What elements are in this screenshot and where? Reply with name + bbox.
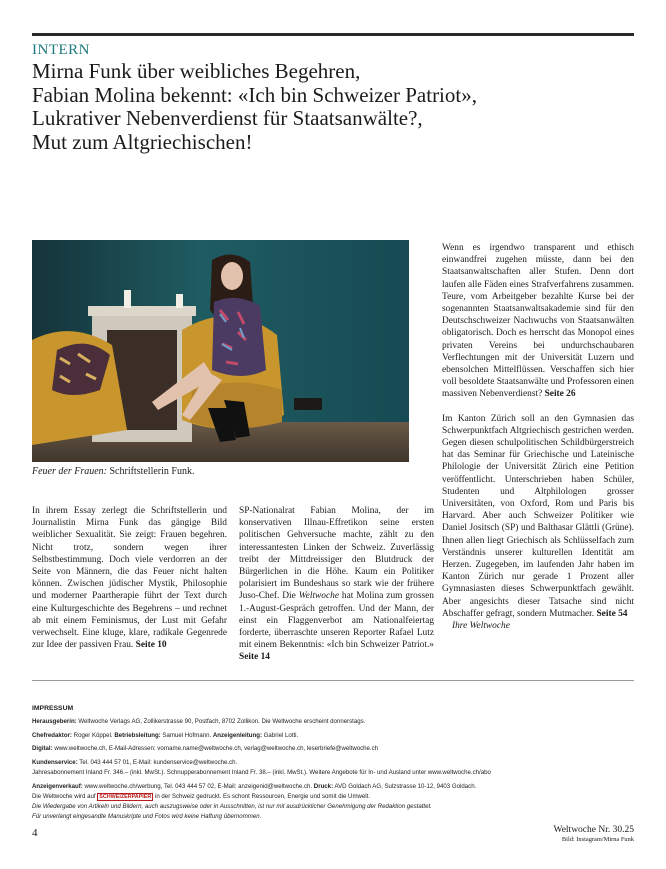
impressum-text: Die Weltwoche wird auf (32, 792, 98, 800)
headline (32, 60, 632, 154)
issue-number: Weltwoche Nr. 30.25 (553, 825, 634, 835)
impressum-line (32, 812, 634, 822)
photo-caption (32, 466, 194, 477)
body-text: In ihrem Essay zerlegt die Schriftstellerin und Journalistin Mirna Funk das gängige Bild weiblicher Sexualität. Sie zeigt: Frauen begehren. Nicht trotz, sondern wegen ihrer Selbstbestimmung. Doch viele verdorren an der Seite von Männern, die das Feuer nicht halten können. Zwischen jüdischer Mystik, Philosophie und moderner Paartherapie führt der Text durch eine Kulturgeschichte des Begehrens – und rechnet ab mit einem Feminismus, der Lust mit Gefahr verwechselt. Eine kluge, klare, radikale Gegenrede zur Idee der passiven Frau. (32, 506, 227, 651)
body-text: hat Molina zum grossen 1.-August-Gespräch getroffen. Und der Mann, der einst ein Flaggenverbot am Nationalfeiertag forderte, überraschte unseren Reporter Rafael Lutz mit einem Bekenntnis: «Ich bin Schweizer Patriot.» (239, 591, 434, 651)
impressum (32, 704, 634, 822)
headline-line: Lukrativer Nebenverdienst für Staatsanwälte?, (32, 106, 423, 130)
headline-line: Fabian Molina bekennt: «Ich bin Schweizer Patriot», (32, 82, 477, 107)
page-number: 4 (32, 827, 38, 839)
impressum-line (32, 744, 634, 754)
impressum-text: Roger Köppel. (71, 731, 115, 739)
impressum-label: Herausgeberin: (32, 717, 77, 725)
signoff: Ihre Weltwoche (452, 621, 510, 632)
impressum-text: in der Schweiz gedruckt. Es schont Ressourcen, Energie und somit die Umwelt. (153, 792, 371, 800)
impressum-line (32, 717, 634, 727)
schweizerpapier-logo: SCHWEIZERPAPIER (99, 793, 152, 800)
article-column-funk (32, 505, 227, 651)
column-text (32, 505, 227, 651)
article-column-molina (239, 505, 434, 664)
body-text: Im Kanton Zürich soll an den Gymnasien das Schwerpunktfach Altgriechisch gestrichen werden. Gegen diesen schulpolitischen Schildbürgerstreich hat das Seminar für Griechische und Lateinische Philologie der Universität Zürich eine Petition veröffentlicht. Unterschrieben haben Schüler, Studenten und Altphilologen grosser Universitäten, von Oxford, Rom und Paris bis Harvard. Aber auch Schweizer Politiker wie Daniel Jositsch (SP) und Balthasar Glättli (Grüne). Ihnen allen liegt Griechisch als Schlüsselfach zum Verständnis unserer kulturellen Identität am Herzen. Zugegeben, im laufenden Jahr haben im Kanton Zürich nur gerade 1 Prozent aller Gymnasiasten dieses Schwerpunktfach gewählt. Aber angesichts dieser Tatsache sind nicht Abschaffer gefragt, sondern Mutmacher. (442, 413, 634, 619)
impressum-line (32, 792, 634, 803)
impressum-line (32, 782, 634, 792)
impressum-text: Weltwoche Verlags AG, Zollikerstrasse 90, Postfach, 8702 Zollikon. Die Weltwoche erscheint donnerstags. (76, 717, 366, 725)
impressum-label: Druck: (313, 782, 334, 790)
column-text (442, 242, 634, 401)
headline-line: Mut zum Altgriechischen! (32, 129, 253, 154)
body-text: SP-Nationalrat Fabian Molina, der im konservativen Illnau-Effretikon seine ersten politischen Gehversuche machte, zählt zu den interessantesten Linken der Schweiz. Zuverlässig treibt der Mittdreissiger den Blutdruck der Bürgerlichen in die Höhe. Kaum ein Politiker polarisiert im Bundeshaus so stark wie der frühere Juso-Chef. Die (239, 506, 434, 602)
impressum-text: Tel. 043 444 57 01, E-Mail: kundenservice@weltwoche.ch. (77, 759, 238, 767)
impressum-note: Die Wiedergabe von Artikeln und Bildern, auch auszugsweise oder in Ausschnitten, ist nur mit ausdrücklicher Genehmigung der Redaktion gestattet. (32, 803, 432, 811)
article-column-right (442, 242, 634, 632)
impressum-note: Für unverlangt eingesandte Manuskripte und Fotos wird keine Haftung übernommen. (32, 813, 262, 821)
impressum-text: www.weltwoche.ch, E-Mail-Adressen: vorname.name@weltwoche.ch, verlag@weltwoche.ch, leserbriefe@weltwoche.ch (52, 745, 379, 753)
impressum-title: IMPRESSUM (32, 705, 74, 712)
photo-credit: Bild: Instagram/Mirna Funk (561, 836, 634, 843)
impressum-line (32, 802, 634, 812)
page-reference: Seite 10 (135, 640, 167, 651)
page-reference: Seite 26 (544, 389, 576, 400)
column-text (442, 413, 634, 620)
impressum-label: Digital: (32, 745, 53, 753)
impressum-label: Betriebsleitung: (114, 731, 161, 739)
impressum-divider (32, 680, 634, 681)
impressum-text: Samuel Hofmann. (160, 731, 213, 739)
headline-line: Mirna Funk über weibliches Begehren, (32, 59, 361, 83)
magazine-name: Weltwoche (298, 591, 340, 602)
caption-lead: Feuer der Frauen: (32, 466, 107, 477)
impressum-line (32, 731, 634, 741)
page-reference: Seite 54 (596, 608, 628, 619)
top-rule (32, 33, 634, 36)
impressum-label: Anzeigenverkauf: (32, 782, 83, 790)
impressum-text: AVD Goldach AG, Sulzstrasse 10-12, 9403 Goldach. (333, 782, 477, 790)
impressum-text: www.weltwoche.ch/werbung, Tel. 043 444 57 02, E-Mail: anzeigenid@weltwoche.ch. (82, 782, 314, 790)
impressum-label: Anzeigenleitung: (212, 731, 262, 739)
impressum-line: Jahresabonnement Inland Fr. 346.– (inkl. MwSt.). Schnupperabonnement Inland Fr. 38.– (inkl. MwSt.). Weitere Angebote für In- und Ausland unter www.weltwoche.ch/abo (32, 768, 491, 776)
impressum-label: Chefredaktor: (32, 731, 72, 739)
impressum-label: Kundenservice: (32, 759, 78, 767)
impressum-line (32, 758, 634, 768)
column-text (239, 505, 434, 664)
section-label: INTERN (32, 42, 90, 58)
caption-text: Schriftstellerin Funk. (106, 466, 195, 477)
body-text: Wenn es irgendwo transparent und ethisch einwandfrei zugehen müsste, dann bei den Staatsanwaltschaften aller Stufen. Denn dort laufen alle Fäden eines Strafverfahrens zusammen. Teure, vom Arbeitgeber bezahlte Kurse bei der sogenannten Staatsanwaltsakademie sind für den Deutschschweizer Nachwuchs von Staatsanwälten obligatorisch. Doch es herrscht das Monopol eines privaten Vereins bei undurchschaubaren Verflechtungen mit der Universität Luzern und ebensolchen Mittelflüssen. Verschaffen sich hier voll besoldete Staatsanwälte und Professoren einen massiven Nebenverdienst? (442, 243, 634, 400)
impressum-text: Gabriel Lotti. (261, 731, 299, 739)
article-photo (32, 240, 409, 462)
issue-info (554, 825, 635, 845)
page-reference: Seite 14 (239, 652, 270, 663)
